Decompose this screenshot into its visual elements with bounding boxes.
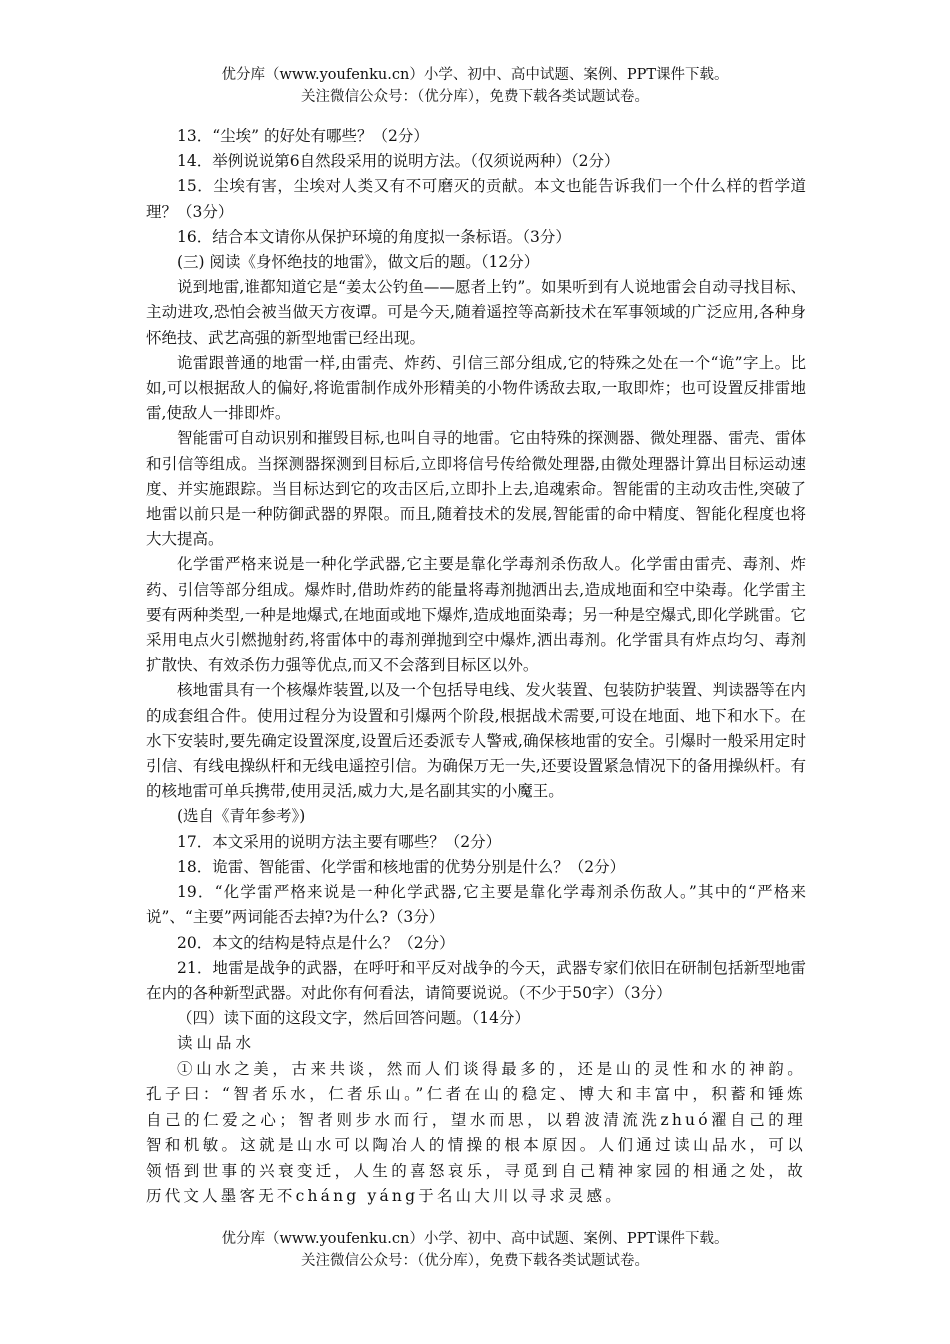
question-15: 15．尘埃有害，尘埃对人类又有不可磨灭的贡献。本文也能告诉我们一个什么样的哲学道理？（3分）: [146, 177, 806, 221]
question-13: 13．“尘埃” 的好处有哪些？（2分）: [177, 127, 429, 145]
question-14: 14．举例说说第6自然段采用的说明方法。（仅须说两种）（2分）: [177, 152, 620, 171]
paragraph-4: 化学雷严格来说是一种化学武器,它主要是靠化学毒剂杀伤敌人。化学雷由雷壳、毒剂、炸药、引信等部分组成。爆炸时,借助炸药的能量将毒剂抛洒出去,造成地面和空中染毒。化学雷主要有两种类型,一种是地爆式,在地面或地下爆炸,造成地面染毒；另一种是空爆式,即化学跳雷。它采用电点火引燃抛射药,将雷体中的毒剂弹抛到空中爆炸,洒出毒剂。化学雷具有炸点均匀、毒剂扩散快、有效杀伤力强等优点,而又不会落到目标区以外。: [146, 555, 806, 675]
paragraph-5: 核地雷具有一个核爆炸装置,以及一个包括导电线、发火装置、包装防护装置、判读器等在内的成套组合件。使用过程分为设置和引爆两个阶段,根据战术需要,可设在地面、地下和水下。在水下安装时,要先确定设置深度,设置后还委派专人警戒,确保核地雷的安全。引爆时一般采用定时引信、有线电操纵杆和无线电遥控引信。为确保万无一失,还要设置紧急情况下的备用操纵杆。有的核地雷可单兵携带,使用灵活,威力大,是名副其实的小魔王。: [146, 681, 806, 801]
footer-line-2: 关注微信公众号：（优分库），免费下载各类试题试卷。: [301, 1253, 649, 1269]
section-3-heading: (三) 阅读《身怀绝技的地雷》，做文后的题。（12分）: [177, 253, 540, 272]
document-body: [146, 124, 806, 1210]
paragraph-6: ①山水之美，古来共谈，然而人们谈得最多的，还是山的灵性和水的神韵。孔子曰：“智者乐水，仁者乐山。”仁者在山的稳定、博大和丰富中，积蓄和锤炼自己的仁爱之心；智者则步水而行，望水而思，以碧波清流洗zhuó濯自己的理智和机敏。这就是山水可以陶冶人的情操的根本原因。人们通过读山品水，可以领悟到世事的兴衰变迁，人生的喜怒哀乐，寻觅到自己精神家园的相通之处，故历代文人墨客无不cháng yáng于名山大川以寻求灵感。: [146, 1059, 806, 1206]
paragraph-2: 诡雷跟普通的地雷一样,由雷壳、炸药、引信三部分组成,它的特殊之处在一个“诡”字上。比如,可以根据敌人的偏好,将诡雷制作成外形精美的小物件诱敌去取,一取即炸；也可设置反排雷地雷,使敌人一排即炸。: [146, 353, 806, 423]
header-line-1: 优分库（www.youfenku.cn）小学、初中、高中试题、案例、PPT课件下载。: [221, 67, 729, 83]
question-21: 21．地雷是战争的武器，在呼吁和平反对战争的今天，武器专家们依旧在研制包括新型地雷在内的各种新型武器。对此你有何看法，请简要说说。（不少于50字）（3分）: [146, 958, 806, 1002]
question-19: 19．“化学雷严格来说是一种化学武器,它主要是靠化学毒剂杀伤敌人。”其中的“严格来说”、“主要”两词能否去掉?为什么?（3分）: [146, 883, 806, 927]
page-footer: [0, 1228, 950, 1272]
passage-title: 读山品水: [177, 1034, 256, 1053]
question-17: 17．本文采用的说明方法主要有哪些？（2分）: [177, 832, 502, 851]
paragraph-1: 说到地雷,谁都知道它是“姜太公钓鱼——愿者上钓”。如果听到有人说地雷会自动寻找目标、主动进攻,恐怕会被当做天方夜谭。可是今天,随着遥控等高新技术在军事领域的广泛应用,各种身怀绝技、武艺高强的新型地雷已经出现。: [146, 278, 806, 347]
question-20: 20．本文的结构是特点是什么？（2分）: [177, 933, 455, 952]
source-citation: (选自《青年参考》): [177, 807, 306, 826]
section-4-heading: （四）读下面的这段文字，然后回答问题。（14分）: [177, 1009, 530, 1028]
paragraph-3: 智能雷可自动识别和摧毁目标,也叫自寻的地雷。它由特殊的探测器、微处理器、雷壳、雷体和引信等组成。当探测器探测到目标后,立即将信号传给微处理器,由微处理器计算出目标运动速度、并实施跟踪。当目标达到它的攻击区后,立即扑上去,追魂索命。智能雷的主动攻击性,突破了地雷以前只是一种防御武器的界限。而且,随着技术的发展,智能雷的命中精度、智能化程度也将大大提高。: [146, 429, 806, 549]
header-line-2: 关注微信公众号：（优分库），免费下载各类试题试卷。: [301, 89, 649, 105]
question-18: 18．诡雷、智能雷、化学雷和核地雷的优势分别是什么？（2分）: [177, 857, 626, 876]
question-16: 16．结合本文请你从保护环境的角度拟一条标语。（3分）: [177, 227, 571, 246]
footer-line-1: 优分库（www.youfenku.cn）小学、初中、高中试题、案例、PPT课件下载。: [221, 1231, 729, 1247]
page-header: [0, 64, 950, 108]
